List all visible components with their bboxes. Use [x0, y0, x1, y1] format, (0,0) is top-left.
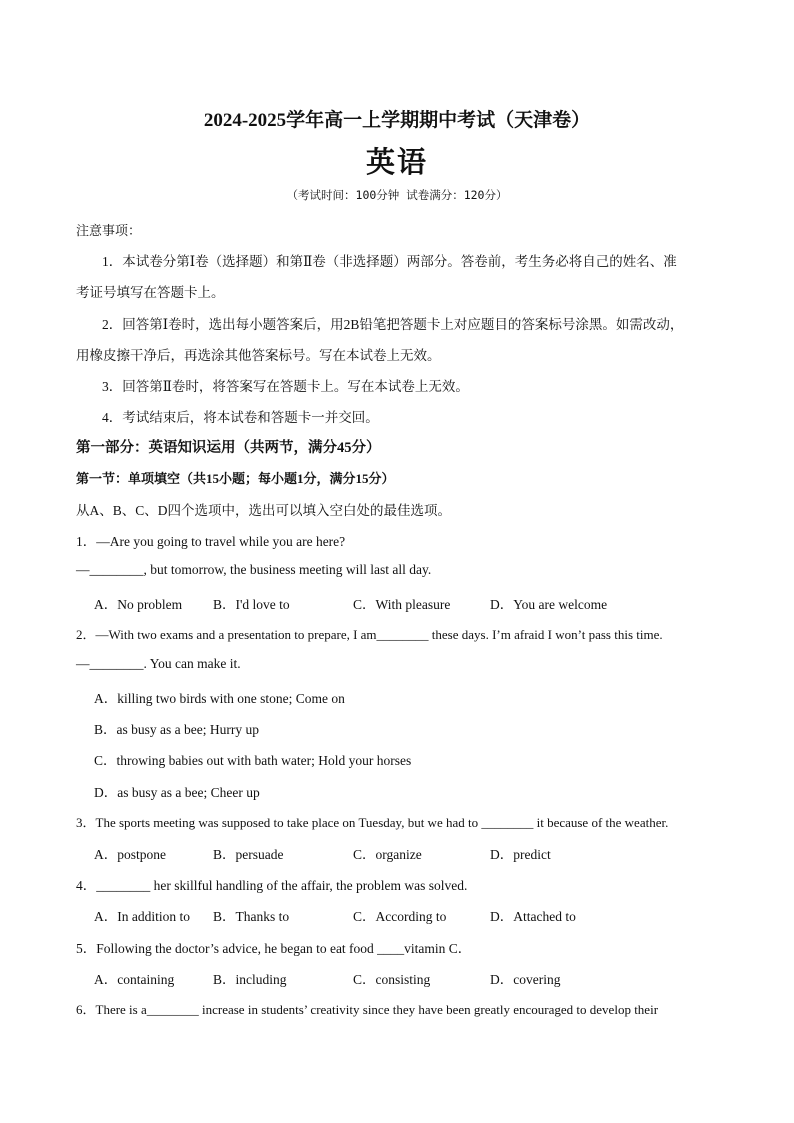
q3-option-c: C．organize: [353, 847, 422, 862]
note-item-4: 4．考试结束后，将本试卷和答题卡一并交回。: [102, 410, 379, 425]
q4-option-d: D．Attached to: [490, 909, 576, 924]
question-1-stem-reply: —________, but tomorrow, the business meeting will last all day.: [76, 562, 432, 577]
q2-option-a: A．killing two birds with one stone; Come on: [94, 691, 345, 706]
q3-option-b: B．persuade: [213, 847, 284, 862]
subject-title: 英语: [365, 147, 428, 179]
question-2-stem: 2．—With two exams and a presentation to prepare, I am________ these days. I’m afraid I won’t pass this time.: [76, 627, 663, 642]
q4-option-b: B．Thanks to: [213, 909, 290, 924]
q5-option-a: A．containing: [94, 972, 175, 987]
question-6-stem: 6．There is a________ increase in students’ creativity since they have been greatly encouraged to develop their: [76, 1002, 659, 1017]
q2-option-b: B．as busy as a bee; Hurry up: [94, 722, 259, 737]
q4-option-c: C．According to: [353, 909, 447, 924]
section1-instruction: 从A、B、C、D四个选项中，选出可以填入空白处的最佳选项。: [76, 503, 452, 518]
q5-option-b: B．including: [213, 972, 287, 987]
q5-option-d: D．covering: [490, 972, 561, 987]
q1-option-b: B．I'd love to: [213, 597, 290, 612]
question-4-stem: 4．________ her skillful handling of the affair, the problem was solved.: [76, 878, 468, 893]
q5-option-c: C．consisting: [353, 972, 431, 987]
exam-title: 2024-2025学年高一上学期期中考试（天津卷）: [203, 110, 591, 131]
q2-option-d: D．as busy as a bee; Cheer up: [94, 785, 260, 800]
note-item-3: 3．回答第Ⅱ卷时，将答案写在答题卡上。写在本试卷上无效。: [102, 379, 469, 394]
note-item-1-cont: 考证号填写在答题卡上。: [76, 285, 225, 300]
q3-option-d: D．predict: [490, 847, 551, 862]
section1-heading: 第一节：单项填空（共15小题；每小题1分，满分15分）: [76, 471, 395, 486]
question-3-stem: 3．The sports meeting was supposed to take place on Tuesday, but we had to ________ it because of the weather.: [76, 815, 669, 830]
q2-option-c: C．throwing babies out with bath water; Hold your horses: [94, 753, 412, 768]
q4-option-a: A．In addition to: [94, 909, 190, 924]
q1-option-d: D．You are welcome: [490, 597, 608, 612]
question-2-stem-reply: —________. You can make it.: [76, 656, 241, 671]
q1-option-c: C．With pleasure: [353, 597, 451, 612]
notes-heading: 注意事项：: [76, 223, 142, 238]
q1-option-a: A．No problem: [94, 597, 183, 612]
part1-heading: 第一部分：英语知识运用（共两节，满分45分）: [76, 440, 381, 456]
exam-meta: （考试时间：100分钟 试卷满分：120分）: [286, 188, 508, 202]
question-5-stem: 5．Following the doctor’s advice, he began to eat food ____vitamin C．: [76, 941, 472, 956]
note-item-2-cont: 用橡皮擦干净后，再选涂其他答案标号。写在本试卷上无效。: [76, 348, 441, 363]
note-item-2: 2．回答第Ⅰ卷时，选出每小题答案后，用2B铅笔把答题卡上对应题目的答案标号涂黑。如需改动，: [102, 317, 684, 332]
note-item-1: 1．本试卷分第Ⅰ卷（选择题）和第Ⅱ卷（非选择题）两部分。答卷前，考生务必将自己的姓名、准: [102, 254, 677, 269]
question-1-stem: 1．—Are you going to travel while you are here?: [76, 534, 346, 549]
q3-option-a: A．postpone: [94, 847, 166, 862]
